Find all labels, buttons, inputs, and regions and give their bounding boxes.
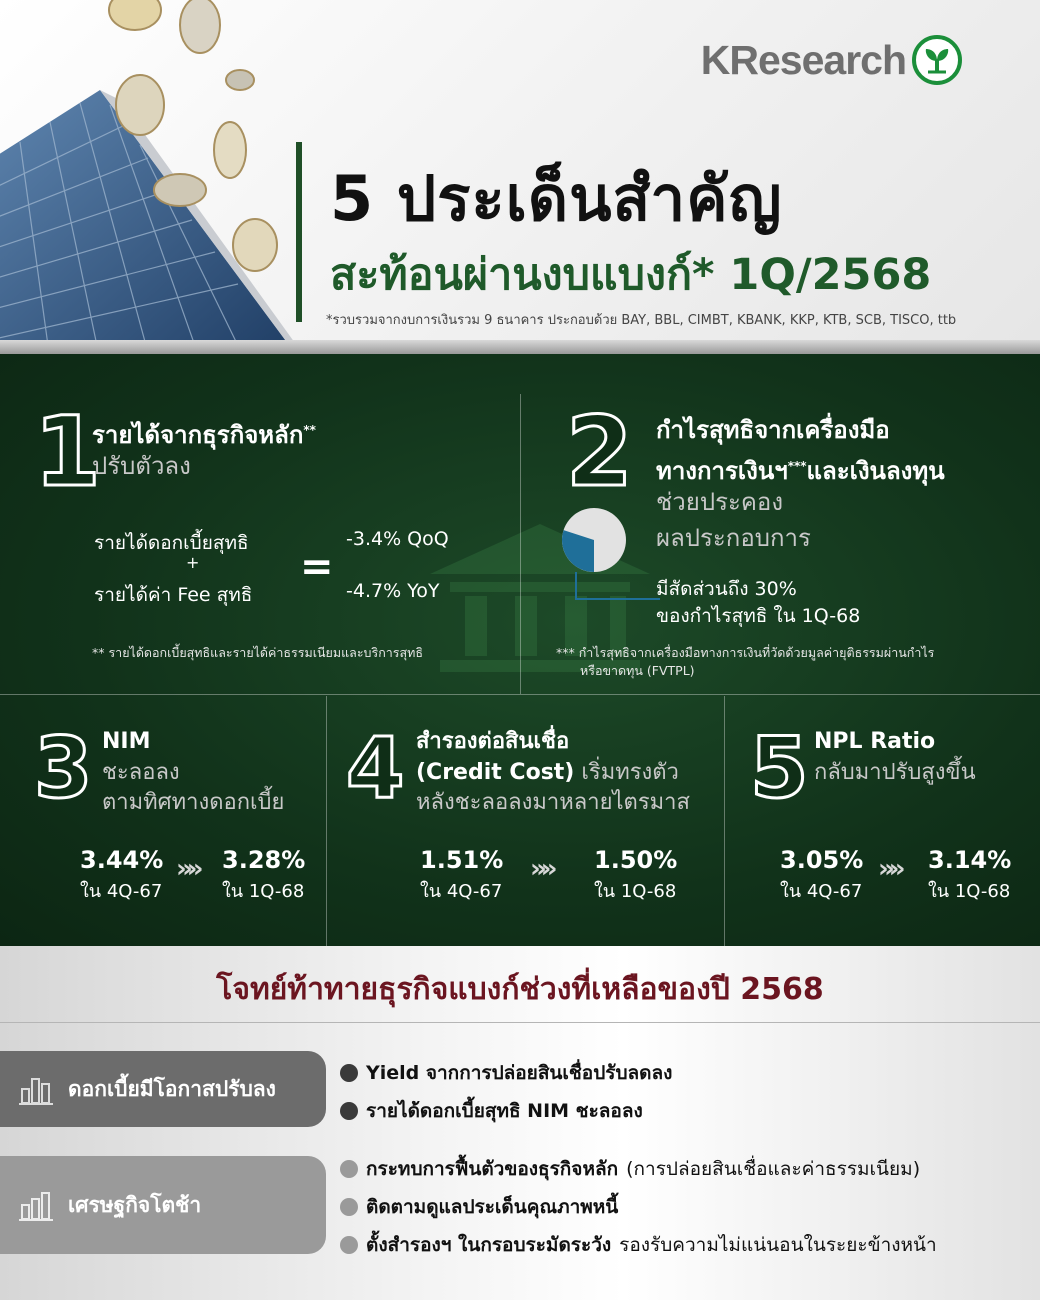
nim-arrow-icon bbox=[176, 854, 198, 884]
nim-4q67-period: ใน 4Q-67 bbox=[80, 881, 163, 902]
challenge-item-text: กระทบการฟื้นตัวของธุรกิจหลัก bbox=[366, 1158, 619, 1180]
challenge-item-text: รายได้ดอกเบี้ยสุทธิ NIM ชะลอลง bbox=[366, 1100, 643, 1122]
challenge-item-detail: (การปล่อยสินเชื่อและค่าธรรมเนียม) bbox=[626, 1158, 921, 1180]
npl-4q67-period: ใน 4Q-67 bbox=[780, 881, 863, 902]
header-divider bbox=[0, 340, 1040, 354]
header bbox=[0, 0, 1040, 348]
credit-cost-arrow-glyph-2: » bbox=[540, 854, 552, 884]
section-4-subtitle: หลังชะลอลงมาหลายไตรมาส bbox=[416, 790, 690, 815]
section-1-title bbox=[92, 412, 316, 453]
nim-1q68-period: ใน 1Q-68 bbox=[222, 881, 305, 902]
section-1-title-text: รายได้จากธุรกิจหลัก bbox=[92, 421, 304, 449]
bullet-dot-icon bbox=[340, 1198, 358, 1216]
challenge-item-text: ติดตามดูแลประเด็นคุณภาพหนี้ bbox=[366, 1196, 619, 1218]
yoy-change: -4.7% YoY bbox=[346, 580, 440, 602]
page-title: 5 ประเด็นสำคัญ bbox=[330, 162, 783, 235]
section-1-footnote: ** รายได้ดอกเบี้ยสุทธิและรายได้ค่าธรรมเนียมและบริการสุทธิ bbox=[92, 645, 423, 660]
profit-share-line2: ของกำไรสุทธิ ใน 1Q-68 bbox=[656, 605, 861, 627]
section-2-title-text-b: และเงินลงทุน bbox=[806, 457, 945, 485]
nim-1q68-value: 3.28% bbox=[222, 846, 306, 874]
section-5-subtitle: กลับมาปรับสูงขึ้น bbox=[814, 760, 976, 785]
section-2-footnote-line1: *** กำไรสุทธิจากเครื่องมือทางการเงินที่วัดด้วยมูลค่ายุติธรรมผ่านกำไร bbox=[556, 645, 935, 660]
section-4-title: สำรองต่อสินเชื่อ bbox=[416, 729, 570, 754]
logo-text: KResearch bbox=[700, 36, 906, 83]
section-4-stable: เริ่มทรงตัว bbox=[574, 760, 679, 785]
credit-cost-1q68-period: ใน 1Q-68 bbox=[594, 881, 677, 902]
bullet-dot-icon bbox=[340, 1102, 358, 1120]
net-interest-income-label: รายได้ดอกเบี้ยสุทธิ bbox=[94, 532, 249, 554]
section-5-title: NPL Ratio bbox=[814, 729, 936, 754]
section-1-subtitle: ปรับตัวลง bbox=[92, 452, 191, 480]
section-3-number: 3 bbox=[34, 719, 93, 817]
section-1-title-mark: ** bbox=[303, 423, 316, 437]
section-2-number: 2 bbox=[566, 396, 633, 508]
challenges-panel bbox=[0, 946, 1040, 1300]
npl-1q68-period: ใน 1Q-68 bbox=[928, 881, 1011, 902]
section-4-title-line2 bbox=[416, 758, 679, 788]
nim-arrow-glyph-2: » bbox=[186, 854, 198, 884]
tag-slow-economy-label: เศรษฐกิจโตช้า bbox=[68, 1192, 202, 1217]
qoq-change: -3.4% QoQ bbox=[346, 528, 449, 550]
tag-interest-rate-label: ดอกเบี้ยมีโอกาสปรับลง bbox=[68, 1076, 276, 1101]
divider-vertical-4-5 bbox=[724, 696, 725, 946]
section-3-title: NIM bbox=[102, 729, 151, 754]
section-2-subtitle-line2: ผลประกอบการ bbox=[656, 524, 811, 552]
source-note: *รวบรวมจากงบการเงินรวม 9 ธนาคาร ประกอบด้วย BAY, BBL, CIMBT, KBANK, KKP, KTB, SCB, TISCO, ttb bbox=[326, 313, 957, 328]
challenges-title-rule bbox=[0, 1022, 1040, 1023]
net-fee-income-label: รายได้ค่า Fee สุทธิ bbox=[94, 584, 253, 606]
profit-share-line1: มีสัดส่วนถึง 30% bbox=[656, 578, 797, 600]
kbank-leaf-icon bbox=[912, 35, 962, 85]
challenge-item bbox=[340, 1230, 937, 1260]
bar-chart-icon bbox=[18, 1187, 54, 1223]
divider-vertical-3-4 bbox=[326, 696, 327, 946]
title-accent-bar bbox=[296, 142, 302, 322]
challenge-item bbox=[340, 1192, 618, 1222]
npl-arrow-glyph: » bbox=[878, 854, 889, 884]
credit-cost-4q67-period: ใน 4Q-67 bbox=[420, 881, 503, 902]
credit-cost-1q68-value: 1.50% bbox=[594, 846, 678, 874]
npl-arrow-icon bbox=[878, 854, 900, 884]
challenge-item bbox=[340, 1096, 643, 1126]
section-2-title-line1: กำไรสุทธิจากเครื่องมือ bbox=[656, 416, 890, 444]
section-2-title-line2 bbox=[656, 448, 945, 489]
bar-chart-icon bbox=[18, 1071, 54, 1107]
npl-arrow-glyph-2: » bbox=[888, 854, 900, 884]
bullet-dot-icon bbox=[340, 1160, 358, 1178]
section-2-title-mark: *** bbox=[787, 459, 807, 473]
nim-arrow-glyph: » bbox=[176, 854, 187, 884]
section-3-subtitle-line1: ชะลอลง bbox=[102, 760, 180, 785]
challenge-item-detail: รองรับความไม่แน่นอนในระยะข้างหน้า bbox=[619, 1234, 937, 1256]
credit-cost-4q67-value: 1.51% bbox=[420, 846, 504, 874]
section-2-title-text: ทางการเงินฯ bbox=[656, 457, 788, 485]
challenges-title: โจทย์ท้าทายธุรกิจแบงก์ช่วงที่เหลือของปี 2568 bbox=[216, 972, 824, 1007]
plus-sign: + bbox=[186, 553, 200, 572]
challenge-item bbox=[340, 1154, 920, 1184]
credit-cost-arrow-glyph: » bbox=[530, 854, 541, 884]
npl-1q68-value: 3.14% bbox=[928, 846, 1012, 874]
bullet-dot-icon bbox=[340, 1236, 358, 1254]
challenge-item-text: Yield จากการปล่อยสินเชื่อปรับลดลง bbox=[366, 1062, 673, 1084]
section-1-number: 1 bbox=[34, 396, 101, 508]
page-subtitle: สะท้อนผ่านงบแบงก์* 1Q/2568 bbox=[330, 250, 932, 300]
divider-vertical-top bbox=[520, 394, 521, 694]
section-5-number: 5 bbox=[750, 719, 809, 817]
tag-interest-rate bbox=[0, 1051, 326, 1127]
challenge-item bbox=[340, 1058, 672, 1088]
equals-sign: = bbox=[300, 544, 334, 590]
tag-slow-economy bbox=[0, 1156, 326, 1254]
nim-4q67-value: 3.44% bbox=[80, 846, 164, 874]
section-4-credit-cost: (Credit Cost) bbox=[416, 760, 575, 785]
section-3-subtitle-line2: ตามทิศทางดอกเบี้ย bbox=[102, 790, 285, 815]
falling-coins-image bbox=[80, 0, 300, 290]
npl-4q67-value: 3.05% bbox=[780, 846, 864, 874]
key-points-panel bbox=[0, 354, 1040, 946]
credit-cost-arrow-icon bbox=[530, 854, 552, 884]
divider-horizontal bbox=[0, 694, 1040, 695]
kresearch-logo bbox=[701, 36, 962, 84]
section-2-subtitle-line1: ช่วยประคอง bbox=[656, 488, 784, 516]
section-4-number: 4 bbox=[346, 719, 405, 817]
section-2-footnote-line2: หรือขาดทุน (FVTPL) bbox=[580, 663, 695, 678]
challenge-item-text: ตั้งสำรองฯ ในกรอบระมัดระวัง bbox=[366, 1234, 612, 1256]
bullet-dot-icon bbox=[340, 1064, 358, 1082]
